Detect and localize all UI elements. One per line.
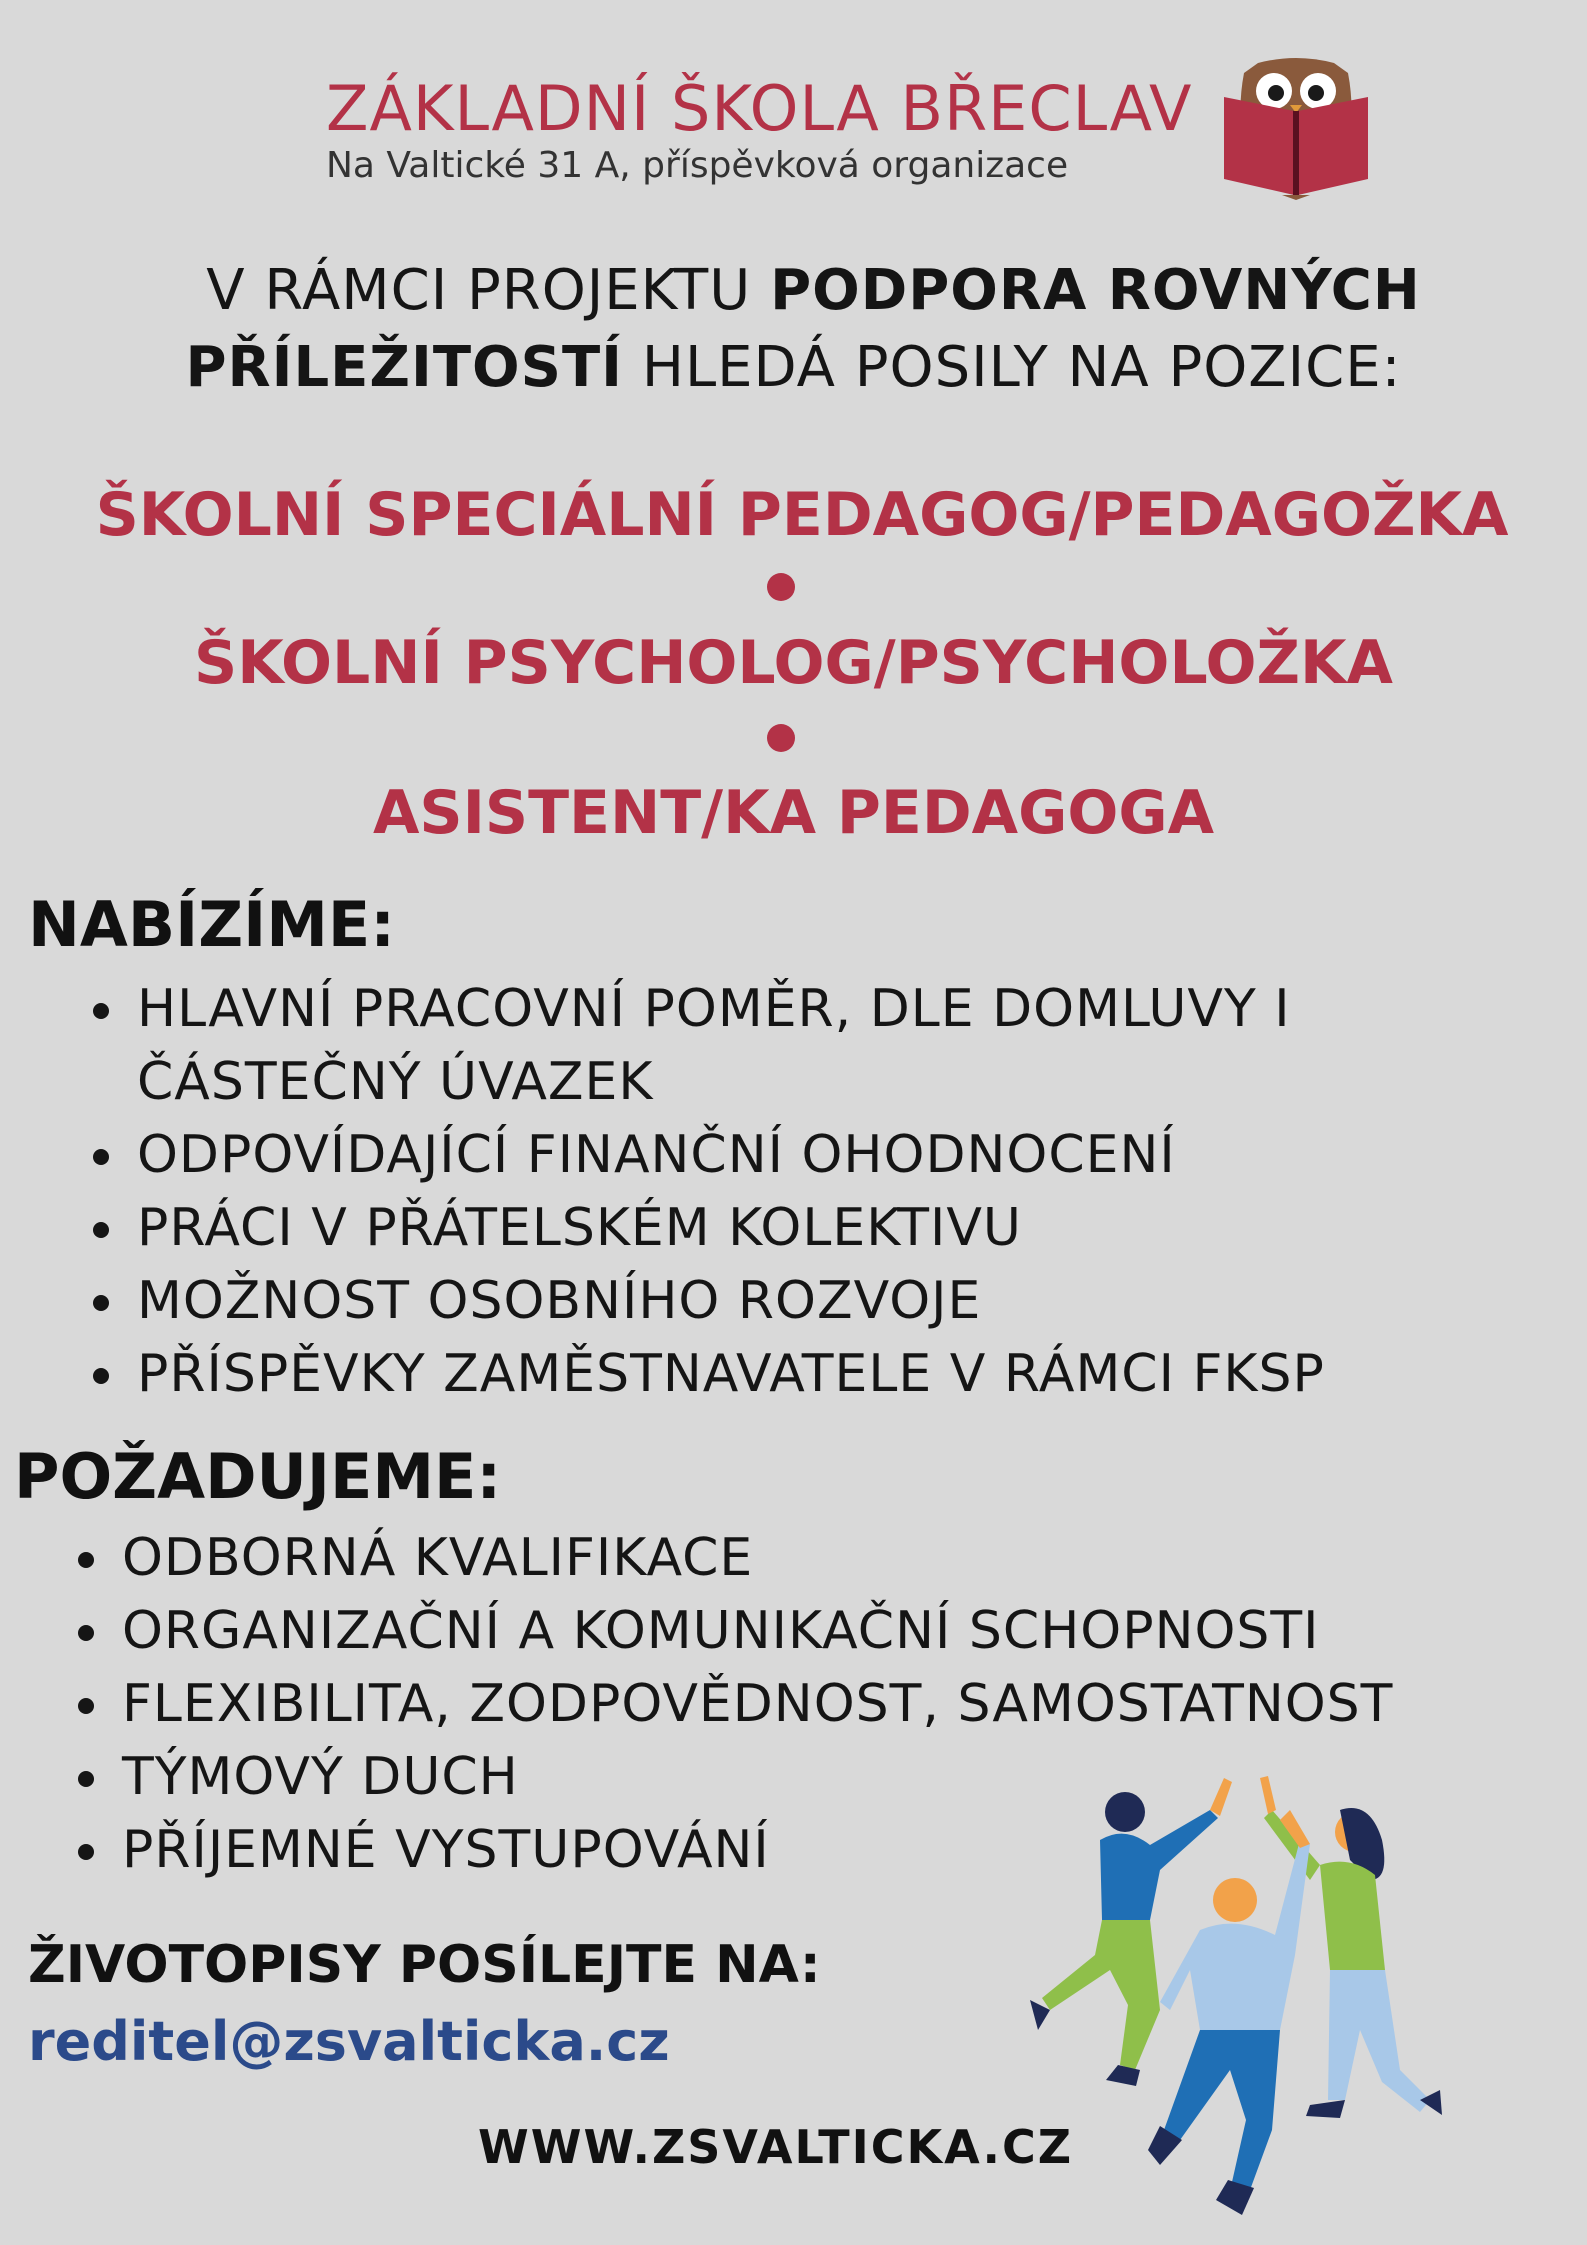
requirement-item: ORGANIZAČNÍ A KOMUNIKAČNÍ SCHOPNOSTI [122,1595,1393,1668]
offer-item: PŘÍSPĚVKY ZAMĚSTNAVATELE V RÁMCI FKSP [137,1338,1325,1411]
offer-item: HLAVNÍ PRACOVNÍ POMĚR, DLE DOMLUVY I [137,973,1325,1046]
offer-item: PRÁCI V PŘÁTELSKÉM KOLEKTIVU [137,1192,1325,1265]
project-name-part-1: PODPORA ROVNÝCH [770,258,1421,323]
cv-heading: ŽIVOTOPISY POSÍLEJTE NA: [28,1935,821,1995]
team-high-five-illustration [1010,1770,1450,2230]
owl-reading-book-icon [1222,55,1370,200]
school-name: ZÁKLADNÍ ŠKOLA BŘECLAV [326,72,1193,145]
position-psychologist: ŠKOLNÍ PSYCHOLOG/PSYCHOLOŽKA [194,628,1393,698]
requirement-item: FLEXIBILITA, ZODPOVĚDNOST, SAMOSTATNOST [122,1668,1393,1741]
intro-text-2: HLEDÁ POSILY NA POZICE: [623,335,1402,400]
position-special-pedagogue: ŠKOLNÍ SPECIÁLNÍ PEDAGOG/PEDAGOŽKA [95,480,1509,550]
separator-dot [767,573,795,601]
website-link[interactable]: WWW.ZSVALTICKA.CZ [478,2120,1074,2174]
offer-item-continuation: ČÁSTEČNÝ ÚVAZEK [137,1052,654,1112]
separator-dot [767,724,795,752]
offer-heading: NABÍZÍME: [28,888,396,961]
email-link[interactable]: reditel@zsvalticka.cz [28,2010,670,2073]
requirement-item: TÝMOVÝ DUCH [122,1741,1393,1814]
school-subtitle: Na Valtické 31 A, příspěvková organizace [326,145,1069,186]
position-teaching-assistant: ASISTENT/KA PEDAGOGA [372,778,1215,848]
intro-line-2 [0,335,1587,400]
requirement-item: PŘÍJEMNÉ VYSTUPOVÁNÍ [122,1814,1393,1887]
project-name-part-2: PŘÍLEŽITOSTÍ [185,335,624,400]
requirement-item: ODBORNÁ KVALIFIKACE [122,1522,1393,1595]
intro-text: V RÁMCI PROJEKTU [206,258,771,323]
intro-line-1 [0,258,1587,323]
requirements-heading: POŽADUJEME: [14,1440,502,1513]
offer-item: ODPOVÍDAJÍCÍ FINANČNÍ OHODNOCENÍ [137,1119,1325,1192]
person-middle-figure [1148,1810,1310,2215]
offer-list [137,973,1325,1411]
offer-item: MOŽNOST OSOBNÍHO ROZVOJE [137,1265,1325,1338]
